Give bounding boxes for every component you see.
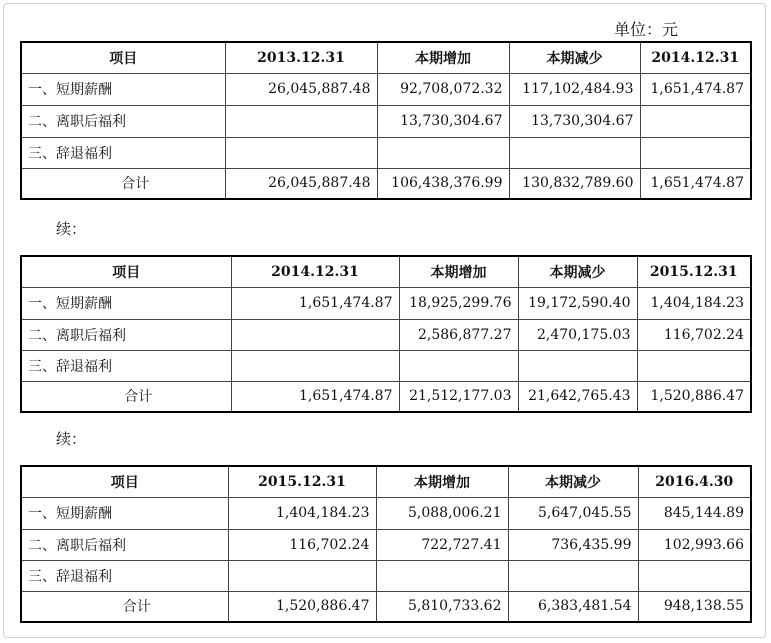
table-row — [21, 105, 751, 137]
table-row — [21, 350, 751, 381]
cell-increase: 2,586,877.27 — [399, 319, 518, 350]
table-row — [21, 497, 751, 529]
header-closing: 2015.12.31 — [637, 256, 751, 287]
table-2015 — [20, 255, 752, 413]
cell-decrease: 6,383,481.54 — [508, 591, 638, 622]
table-row — [21, 73, 751, 105]
table-header-row — [21, 256, 751, 287]
cell-decrease — [509, 137, 640, 168]
cell-decrease: 130,832,789.60 — [509, 168, 640, 199]
cell-closing — [640, 137, 751, 168]
cell-increase: 21,512,177.03 — [399, 381, 518, 412]
row-label: 二、离职后福利 — [21, 105, 225, 137]
header-decrease: 本期减少 — [518, 256, 637, 287]
total-label: 合计 — [21, 591, 228, 622]
row-label: 三、辞退福利 — [21, 350, 231, 381]
table-row — [21, 560, 751, 591]
header-increase: 本期增加 — [377, 42, 509, 73]
continued-label: 续： — [56, 220, 87, 238]
continued-label: 续： — [56, 430, 87, 448]
table-2016 — [20, 465, 752, 623]
row-label: 三、辞退福利 — [21, 560, 228, 591]
header-opening: 2013.12.31 — [225, 42, 377, 73]
header-decrease: 本期减少 — [509, 42, 640, 73]
cell-decrease: 19,172,590.40 — [518, 287, 637, 319]
table-row — [21, 529, 751, 560]
cell-closing — [640, 105, 751, 137]
cell-closing: 102,993.66 — [638, 529, 751, 560]
table-total-row — [21, 168, 751, 199]
cell-increase: 92,708,072.32 — [377, 73, 509, 105]
header-increase: 本期增加 — [399, 256, 518, 287]
table-2014 — [20, 41, 752, 200]
row-label: 一、短期薪酬 — [21, 287, 231, 319]
cell-increase: 5,088,006.21 — [376, 497, 508, 529]
cell-opening — [225, 137, 377, 168]
row-label: 二、离职后福利 — [21, 529, 228, 560]
cell-decrease — [518, 350, 637, 381]
cell-closing: 1,651,474.87 — [640, 168, 751, 199]
cell-increase: 18,925,299.76 — [399, 287, 518, 319]
cell-decrease: 21,642,765.43 — [518, 381, 637, 412]
cell-closing: 1,520,886.47 — [637, 381, 751, 412]
header-item: 项目 — [21, 256, 231, 287]
cell-increase — [376, 560, 508, 591]
cell-opening — [231, 350, 399, 381]
header-increase: 本期增加 — [376, 466, 508, 497]
cell-decrease: 117,102,484.93 — [509, 73, 640, 105]
cell-increase — [377, 137, 509, 168]
table-row — [21, 137, 751, 168]
cell-closing: 1,651,474.87 — [640, 73, 751, 105]
cell-opening — [228, 560, 376, 591]
cell-increase: 13,730,304.67 — [377, 105, 509, 137]
cell-closing: 845,144.89 — [638, 497, 751, 529]
cell-opening: 1,651,474.87 — [231, 381, 399, 412]
cell-closing — [638, 560, 751, 591]
cell-opening: 116,702.24 — [228, 529, 376, 560]
table-total-row — [21, 381, 751, 412]
row-label: 一、短期薪酬 — [21, 497, 228, 529]
header-closing: 2014.12.31 — [640, 42, 751, 73]
cell-decrease: 2,470,175.03 — [518, 319, 637, 350]
unit-label: 单位：元 — [614, 20, 679, 39]
total-label: 合计 — [21, 168, 225, 199]
row-label: 一、短期薪酬 — [21, 73, 225, 105]
cell-closing — [637, 350, 751, 381]
cell-opening: 1,651,474.87 — [231, 287, 399, 319]
header-decrease: 本期减少 — [508, 466, 638, 497]
cell-decrease: 5,647,045.55 — [508, 497, 638, 529]
table-row — [21, 319, 751, 350]
cell-closing: 116,702.24 — [637, 319, 751, 350]
header-item: 项目 — [21, 42, 225, 73]
cell-opening: 1,520,886.47 — [228, 591, 376, 622]
table-total-row — [21, 591, 751, 622]
cell-increase: 106,438,376.99 — [377, 168, 509, 199]
row-label: 三、辞退福利 — [21, 137, 225, 168]
header-opening: 2014.12.31 — [231, 256, 399, 287]
cell-closing: 948,138.55 — [638, 591, 751, 622]
header-opening: 2015.12.31 — [228, 466, 376, 497]
cell-closing: 1,404,184.23 — [637, 287, 751, 319]
cell-increase: 5,810,733.62 — [376, 591, 508, 622]
cell-increase — [399, 350, 518, 381]
table-header-row — [21, 42, 751, 73]
table-header-row — [21, 466, 751, 497]
cell-opening: 26,045,887.48 — [225, 168, 377, 199]
cell-decrease: 13,730,304.67 — [509, 105, 640, 137]
cell-opening — [225, 105, 377, 137]
cell-opening — [231, 319, 399, 350]
table-row — [21, 287, 751, 319]
row-label: 二、离职后福利 — [21, 319, 231, 350]
cell-increase: 722,727.41 — [376, 529, 508, 560]
header-item: 项目 — [21, 466, 228, 497]
cell-decrease — [508, 560, 638, 591]
cell-opening: 26,045,887.48 — [225, 73, 377, 105]
cell-decrease: 736,435.99 — [508, 529, 638, 560]
header-closing: 2016.4.30 — [638, 466, 751, 497]
total-label: 合计 — [21, 381, 231, 412]
cell-opening: 1,404,184.23 — [228, 497, 376, 529]
